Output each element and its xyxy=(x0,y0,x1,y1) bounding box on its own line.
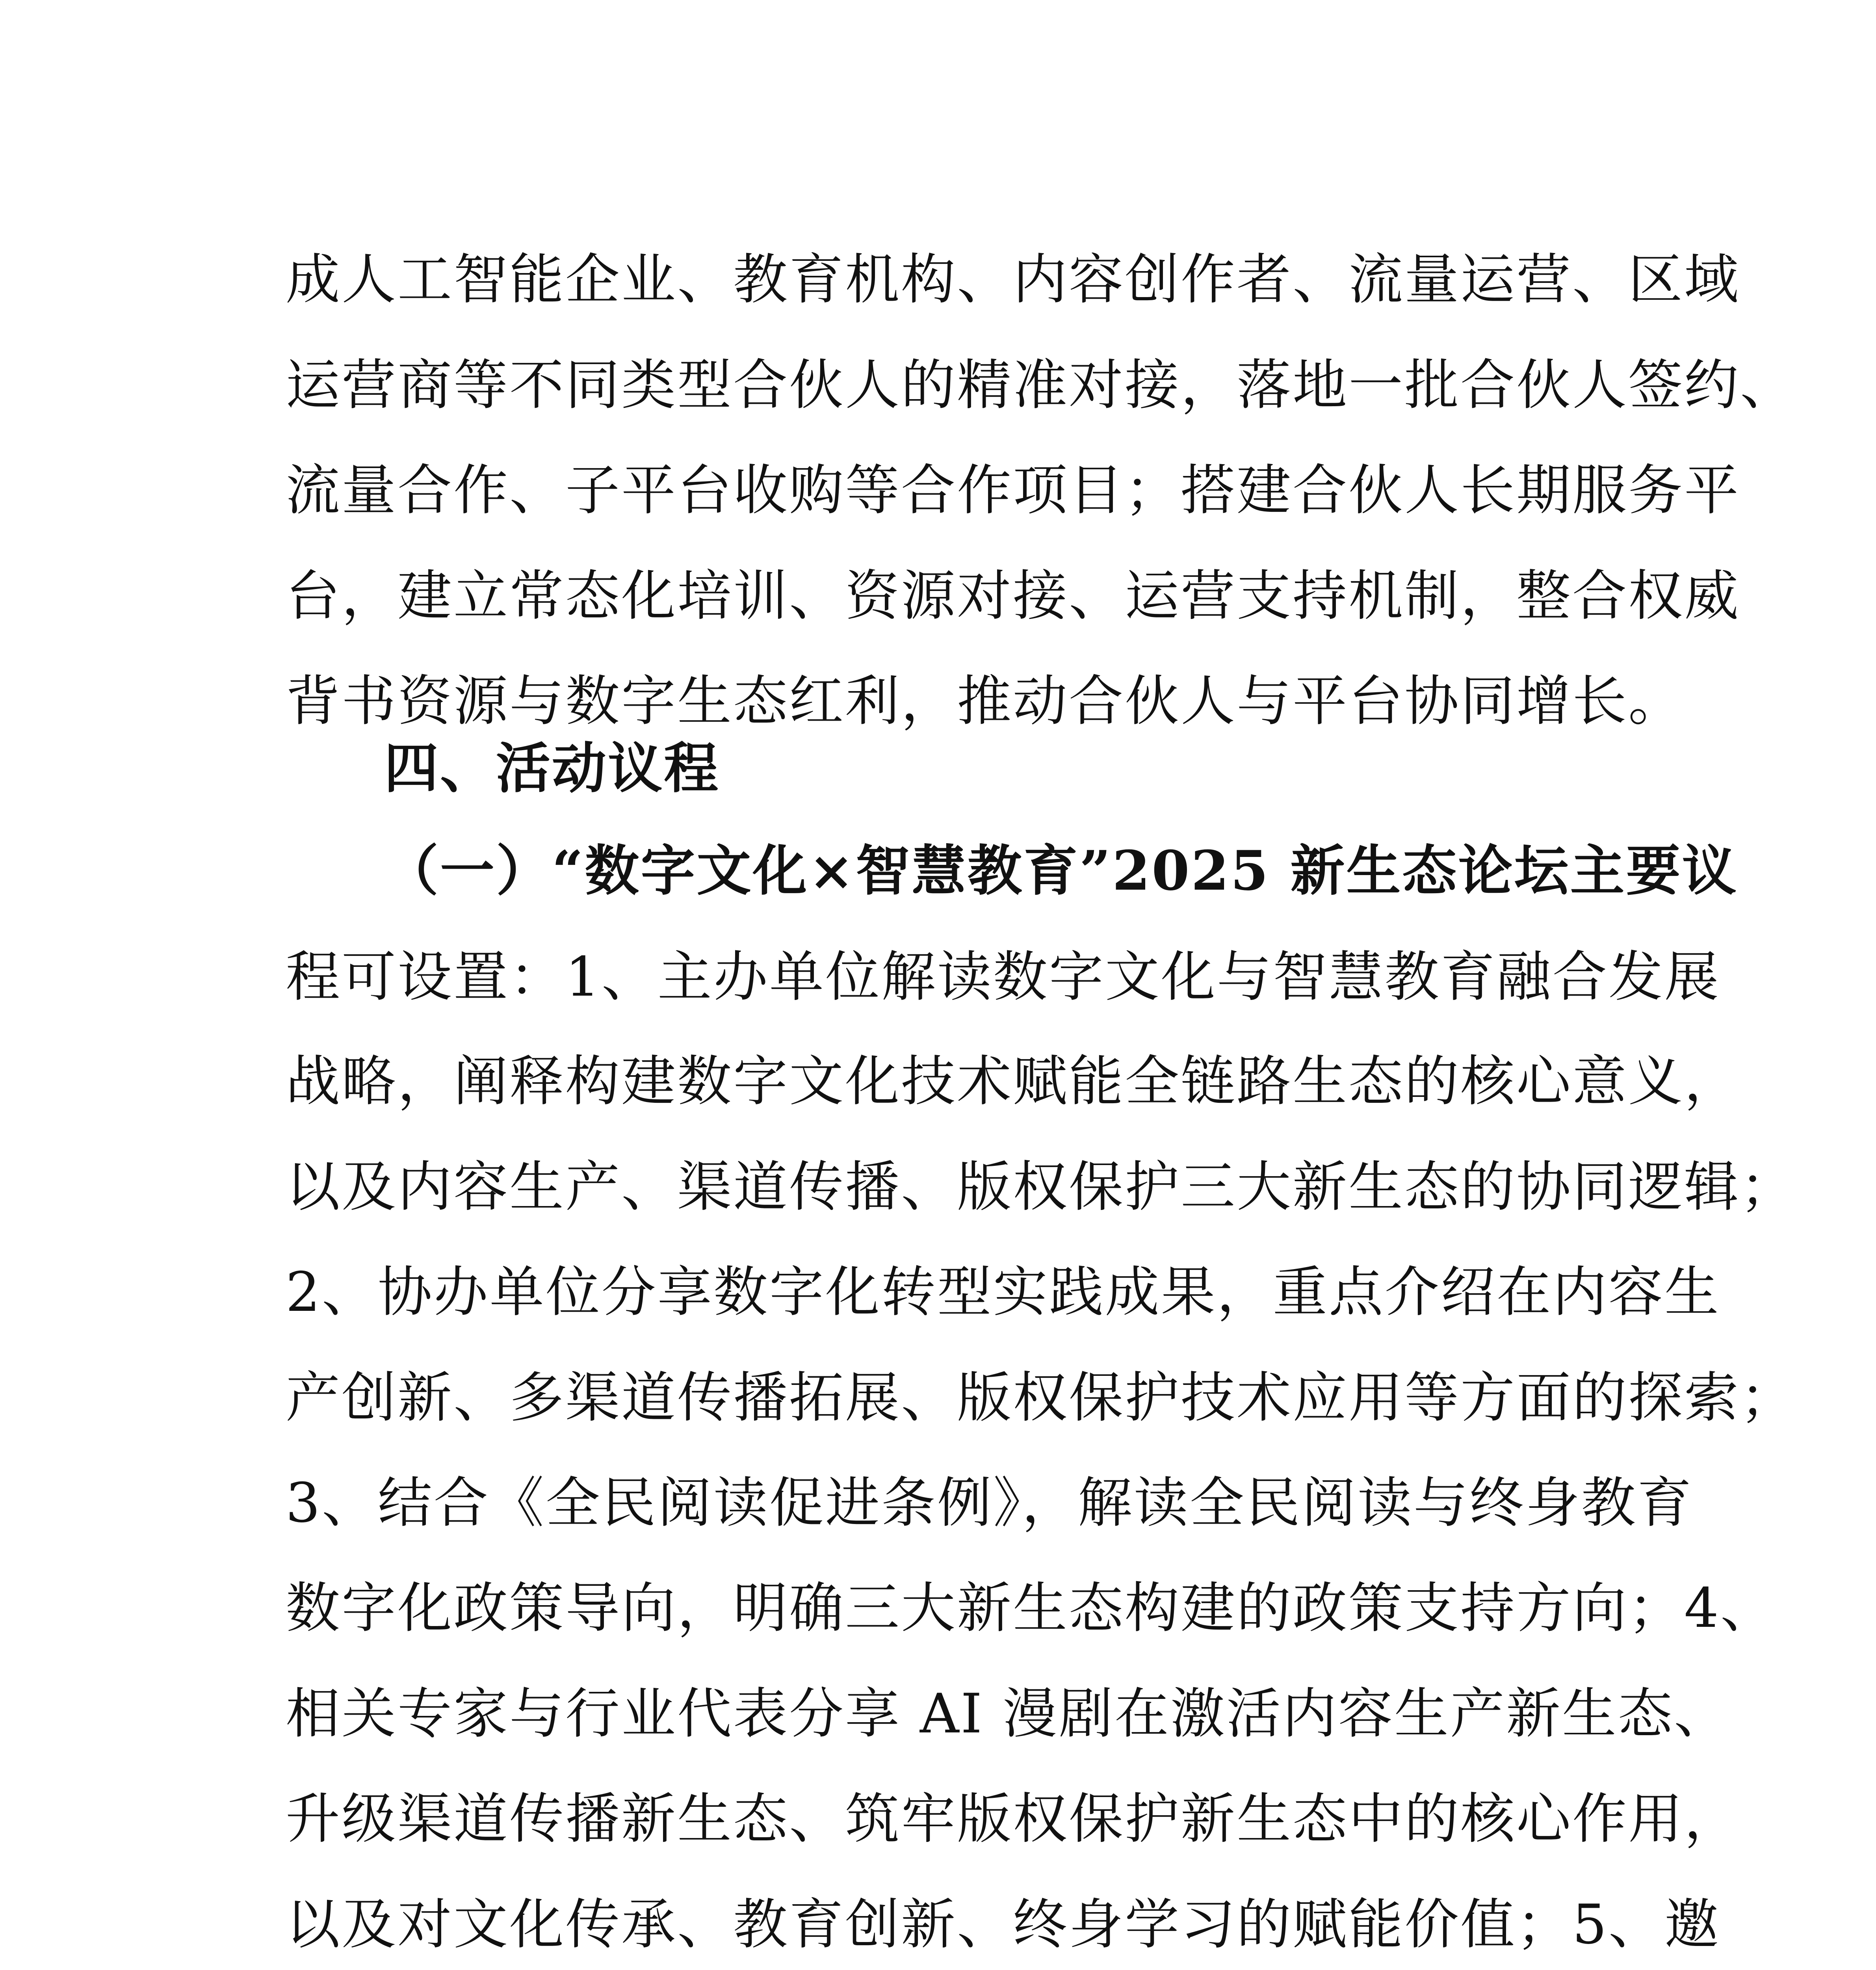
body-text-line: 2、协办单位分享数字化转型实践成果，重点介绍在内容生 xyxy=(286,1260,1720,1324)
subsection-heading: （一）“数字文化×智慧教育”2025 新生态论坛主要议 xyxy=(384,838,1738,903)
body-text-line: 以及对文化传承、教育创新、终身学习的赋能价值；5、邀 xyxy=(286,1893,1720,1956)
body-text-line: 升级渠道传播新生态、筑牢版权保护新生态中的核心作用， xyxy=(286,1787,1740,1851)
body-text-line: 数字化政策导向，明确三大新生态构建的政策支持方向；4、 xyxy=(286,1576,1776,1640)
body-text-line: 程可设置：1、主办单位解读数字文化与智慧教育融合发展 xyxy=(286,945,1720,1009)
body-text-line: 台，建立常态化培训、资源对接、运营支持机制，整合权威 xyxy=(286,564,1740,628)
body-text-line: 产创新、多渠道传播拓展、版权保护技术应用等方面的探索； xyxy=(286,1366,1796,1429)
body-text-line: 以及内容生产、渠道传播、版权保护三大新生态的协同逻辑； xyxy=(286,1155,1796,1219)
body-text-line: 成人工智能企业、教育机构、内容创作者、流量运营、区域 xyxy=(286,248,1740,311)
section-heading: 四、活动议程 xyxy=(384,736,720,800)
body-text-line: 3、结合《全民阅读促进条例》，解读全民阅读与终身教育 xyxy=(286,1471,1693,1535)
body-text-line: 相关专家与行业代表分享 AI 漫剧在激活内容生产新生态、 xyxy=(286,1682,1730,1745)
body-text-line: 背书资源与数字生态红利，推动合伙人与平台协同增长。 xyxy=(286,669,1685,733)
body-text-line: 战略，阐释构建数字文化技术赋能全链路生态的核心意义， xyxy=(286,1050,1740,1113)
body-text-line: 运营商等不同类型合伙人的精准对接，落地一批合伙人签约、 xyxy=(286,353,1796,417)
body-text-line: 流量合作、子平台收购等合作项目；搭建合伙人长期服务平 xyxy=(286,459,1740,522)
